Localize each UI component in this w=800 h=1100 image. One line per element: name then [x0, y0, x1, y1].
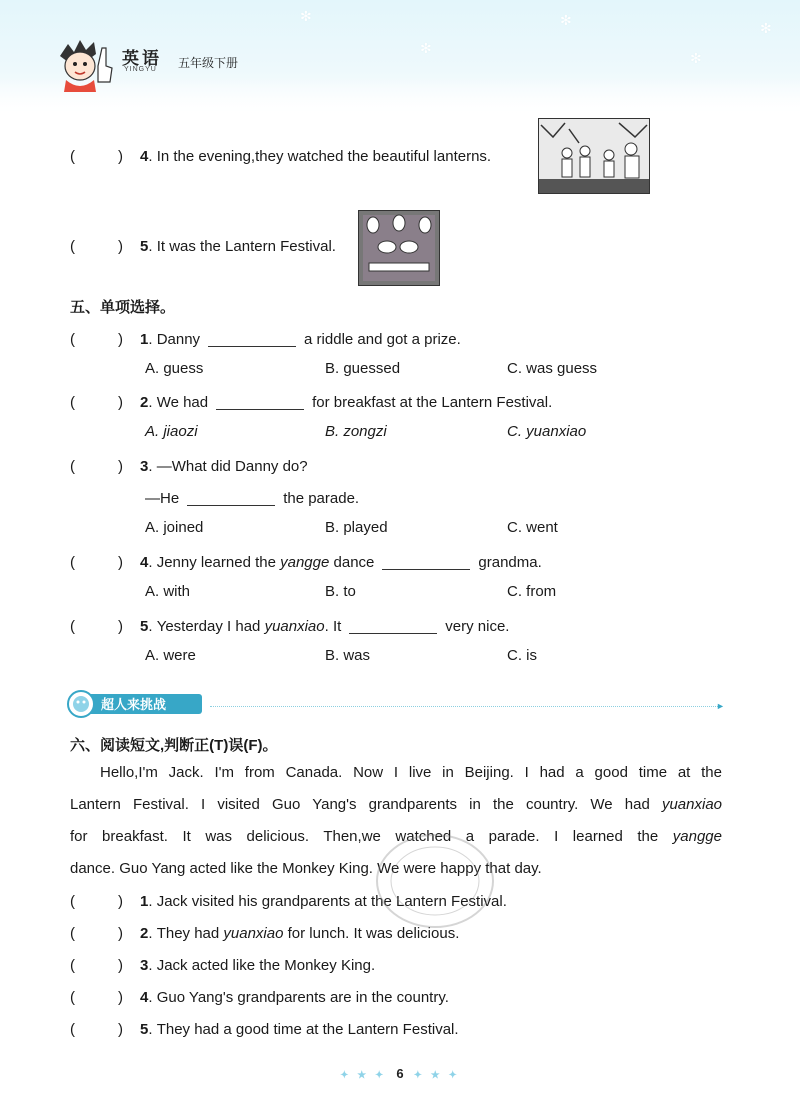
option-b[interactable]: B. played	[325, 519, 388, 536]
answer-bracket[interactable]: ( )	[70, 237, 123, 255]
true-false-item: ( ) 3 . Jack acted like the Monkey King.	[70, 956, 376, 974]
answer-bracket[interactable]: ( )	[70, 617, 123, 635]
question-text: dance	[333, 553, 375, 571]
section-title-part6: 六、阅读短文,判断正(T)误(F)。	[70, 737, 278, 754]
question-text: a riddle and got a prize.	[304, 330, 461, 348]
snowflake-icon: ✻	[300, 8, 312, 24]
challenge-badge-label: 超人来挑战	[101, 698, 167, 713]
choice-question: ( ) 1 . Danny a riddle and got a prize.	[70, 330, 461, 348]
snowflake-icon: ✻	[760, 20, 772, 36]
question-text: . It	[324, 617, 342, 635]
section-title-part5: 五、单项选择。	[70, 299, 176, 316]
question-text: for breakfast at the Lantern Festival.	[312, 393, 553, 411]
arrow-right-icon: ►	[716, 701, 725, 711]
passage-line: dance. Guo Yang acted like the Monkey King. We were happy that day.	[70, 860, 542, 877]
choice-question: ( ) 2 . We had for breakfast at the Lantern Festival.	[70, 393, 553, 411]
watermark-stamp	[370, 826, 500, 936]
item-number: 2	[140, 924, 149, 942]
question-number: 1	[140, 330, 149, 348]
header-grade: 五年级下册	[178, 56, 239, 70]
option-c[interactable]: C. went	[507, 519, 558, 536]
question-number: 4	[140, 553, 149, 571]
question-text: Jenny learned the	[156, 553, 276, 571]
option-a[interactable]: A. joined	[145, 519, 204, 536]
choice-question: ( ) 5 . Yesterday I had yuanxiao . It very nice.	[70, 617, 510, 635]
question-number: 2	[140, 393, 149, 411]
snowflake-icon: ✻	[560, 12, 572, 28]
true-false-item: ( ) 4 . Guo Yang's grandparents are in the country.	[70, 988, 449, 1006]
answer-bracket[interactable]: ( )	[70, 330, 123, 348]
answer-blank[interactable]	[349, 619, 437, 634]
item-text: for lunch. It was delicious.	[287, 924, 460, 942]
option-b[interactable]: B. guessed	[325, 360, 401, 377]
snowflake-icon: ✻	[420, 40, 432, 56]
option-c[interactable]: C. yuanxiao	[507, 423, 587, 440]
page-number-value: 6	[396, 1066, 404, 1081]
header-subject: 英语	[122, 49, 162, 68]
answer-bracket[interactable]: ( )	[70, 457, 123, 475]
question-text: Danny	[156, 330, 201, 348]
item-number: 1	[140, 892, 149, 910]
challenge-badge	[66, 688, 204, 718]
answer-bracket[interactable]: ( )	[70, 988, 123, 1006]
question-italic-word: yangge	[280, 553, 330, 571]
question-text: the parade.	[283, 489, 360, 507]
option-c[interactable]: C. is	[507, 647, 537, 664]
answer-blank[interactable]	[382, 555, 470, 570]
option-b[interactable]: B. to	[325, 583, 356, 600]
passage-line: Hello,I'm Jack. I'm from Canada. Now I live in Beijing. I had a good time at the	[100, 764, 722, 781]
true-false-item: ( ) 1 . Jack visited his grandparents at the Lantern Festival.	[70, 892, 507, 910]
true-false-item: ( ) 5 . They had a good time at the Lantern Festival.	[70, 1020, 459, 1038]
answer-bracket[interactable]: ( )	[70, 393, 123, 411]
question-number: 5	[140, 617, 149, 635]
matching-item: ( ) 4 . In the evening,they watched the beautiful lanterns.	[70, 147, 492, 165]
item-text: In the evening,they watched the beautiful lanterns.	[156, 147, 492, 165]
item-text: Jack visited his grandparents at the Lantern Festival.	[156, 892, 507, 910]
item-number: 4	[140, 147, 149, 165]
item-number: 5	[140, 1020, 149, 1038]
item-italic-word: yuanxiao	[223, 924, 284, 942]
passage-line: for breakfast. It was delicious. Then,we watched a parade. I learned the yangge	[70, 828, 722, 845]
star-decoration-icon: ✦ ★ ✦	[413, 1070, 460, 1081]
option-c[interactable]: C. was guess	[507, 360, 598, 377]
answer-bracket[interactable]: ( )	[70, 147, 123, 165]
answer-bracket[interactable]: ( )	[70, 892, 123, 910]
header-band	[0, 0, 800, 118]
matching-item: ( ) 5 . It was the Lantern Festival.	[70, 237, 336, 255]
option-a[interactable]: A. with	[145, 583, 191, 600]
choice-question-answer-line	[145, 487, 359, 509]
page-number	[0, 1066, 800, 1081]
lantern-festival-picture	[358, 210, 440, 286]
answer-bracket[interactable]: ( )	[70, 1020, 123, 1038]
star-decoration-icon: ✦ ★ ✦	[340, 1070, 387, 1081]
answer-blank[interactable]	[187, 491, 275, 506]
question-text: We had	[156, 393, 209, 411]
item-number: 4	[140, 988, 149, 1006]
question-number: 3	[140, 457, 149, 475]
option-b[interactable]: B. was	[325, 647, 371, 664]
item-number: 5	[140, 237, 149, 255]
choice-question: ( ) 3 . —What did Danny do?	[70, 457, 308, 475]
question-prompt: —What did Danny do?	[156, 457, 308, 475]
answer-blank[interactable]	[208, 332, 296, 347]
answer-bracket[interactable]: ( )	[70, 956, 123, 974]
option-a[interactable]: A. jiaozi	[145, 423, 198, 440]
answer-bracket[interactable]: ( )	[70, 553, 123, 571]
header-pinyin: YINGYU	[124, 66, 157, 73]
option-b[interactable]: B. zongzi	[325, 423, 387, 440]
item-number: 3	[140, 956, 149, 974]
item-text: They had a good time at the Lantern Festival.	[156, 1020, 459, 1038]
question-text: —He	[145, 489, 180, 507]
option-a[interactable]: A. were	[145, 647, 196, 664]
mascot-boy-icon	[54, 36, 118, 92]
answer-bracket[interactable]: ( )	[70, 924, 123, 942]
question-italic-word: yuanxiao	[264, 617, 325, 635]
true-false-item: ( ) 2 . They had yuanxiao for lunch. It was delicious.	[70, 924, 460, 942]
item-text: They had	[156, 924, 220, 942]
passage-line: Lantern Festival. I visited Guo Yang's grandparents in the country. We had yuanxiao	[70, 796, 722, 813]
choice-question: ( ) 4 . Jenny learned the yangge dance grandma.	[70, 553, 542, 571]
question-text: very nice.	[445, 617, 510, 635]
snowflake-icon: ✻	[690, 50, 702, 66]
divider	[210, 706, 718, 707]
option-c[interactable]: C. from	[507, 583, 557, 600]
item-text: Guo Yang's grandparents are in the country.	[156, 988, 449, 1006]
lantern-viewing-picture	[538, 118, 650, 194]
answer-blank[interactable]	[216, 395, 304, 410]
question-text: grandma.	[478, 553, 542, 571]
question-text: Yesterday I had	[156, 617, 261, 635]
item-text: Jack acted like the Monkey King.	[156, 956, 376, 974]
item-text: It was the Lantern Festival.	[156, 237, 336, 255]
option-a[interactable]: A. guess	[145, 360, 204, 377]
